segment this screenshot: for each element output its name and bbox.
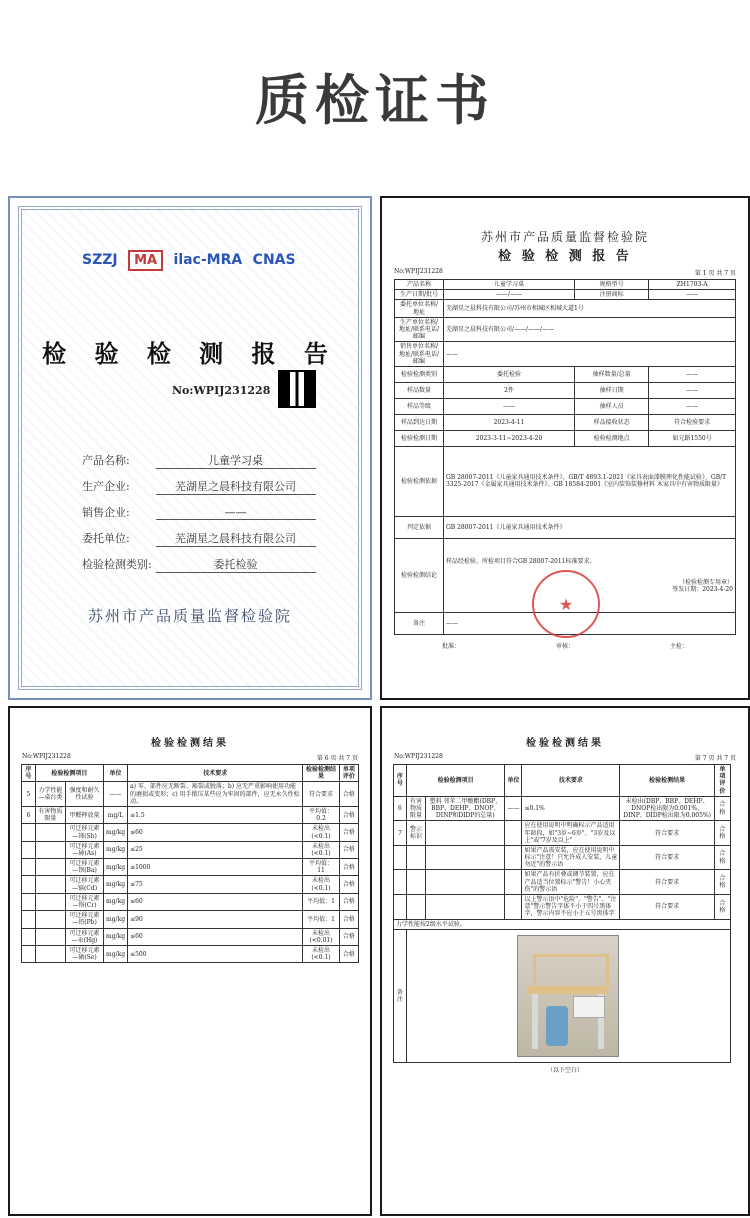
cell: 儿童学习桌: [443, 280, 574, 290]
cell-result: 符合要求: [620, 821, 714, 846]
cell: ——: [649, 382, 736, 398]
cell: ——: [443, 612, 735, 634]
cell-result: 平均值：11: [303, 859, 339, 876]
cell-item: [406, 870, 426, 895]
cell-item: [35, 876, 65, 893]
cell: 抽样日期: [575, 382, 649, 398]
cell-eval: 合格: [714, 845, 730, 870]
cell-req: 如果产品有折叠或调节装置，应在产品适当位置标示"警告！小心夹伤"的警示语: [522, 870, 620, 895]
cell-req: ≤25: [128, 841, 303, 858]
cell-unit: [505, 845, 522, 870]
cell-sub: 可迁移元素—铅(Pb): [66, 911, 104, 928]
cell-eval: 合格: [714, 895, 730, 920]
photo-cell: [406, 929, 730, 1062]
cell-no: [394, 895, 407, 920]
cell: 检验检测地点: [575, 430, 649, 446]
col-header: 序号: [394, 765, 407, 797]
table-row: [394, 929, 731, 1062]
cover-institute: 苏州市产品质量监督检验院: [87, 607, 292, 625]
cell: 注册商标: [575, 290, 649, 300]
cell-result: 符合要求: [620, 870, 714, 895]
certification-logos: [82, 250, 302, 271]
cell-req: ≤0.1%: [522, 796, 620, 821]
cell-no: [22, 859, 36, 876]
cell-eval: 合格: [714, 870, 730, 895]
cell-unit: ——: [505, 796, 522, 821]
field-value: ——: [156, 506, 316, 520]
cell: 规格型号: [575, 280, 649, 290]
cell: 检验检测依据: [395, 446, 444, 516]
field-product: [82, 452, 316, 469]
cell: 检验检测日期: [395, 430, 444, 446]
field-label: 产品名称:: [82, 454, 130, 467]
cell: 产品名称: [395, 280, 444, 290]
results-body: [22, 782, 359, 963]
table-row: [22, 911, 359, 928]
col-header: 检验检测结果: [303, 765, 339, 782]
cell-sub: 可迁移元素—砷(As): [66, 841, 104, 858]
col-header: 序号: [22, 765, 36, 782]
cell-sub: 可迁移元素—锑(Sb): [66, 824, 104, 841]
desk-shelf-shape: [533, 954, 609, 990]
cell-sub: 强度和耐久性试验: [66, 782, 104, 807]
field-value: 委托检验: [156, 556, 316, 573]
cell-req: ≤1000: [128, 859, 303, 876]
cell-result: 符合要求: [620, 895, 714, 920]
table-row: [22, 893, 359, 910]
table-row: [395, 430, 736, 446]
results-meta: [394, 753, 736, 762]
results-title: 检验检测结果: [151, 738, 229, 749]
cell-req: ≤1.5: [128, 806, 303, 823]
cell-unit: mg/kg: [104, 841, 128, 858]
cell: ——: [649, 398, 736, 414]
cell: 2023-4-11: [443, 414, 574, 430]
szzj-logo: SZZJ: [82, 252, 118, 268]
table-row: [22, 806, 359, 823]
results-page-no: 第 6 页 共 7 页: [316, 755, 358, 762]
cell-item: [35, 824, 65, 841]
cell-unit: mg/kg: [104, 859, 128, 876]
cell-item: [35, 928, 65, 945]
table-row: [22, 876, 359, 893]
table-row: [22, 859, 359, 876]
note-cell: 力学性能按2级水平试验。: [394, 919, 731, 929]
cell: ——: [443, 398, 574, 414]
cell: 2023-3-11~2023-4-20: [443, 430, 574, 446]
cell: ——: [649, 366, 736, 382]
cell-eval: 合格: [339, 893, 358, 910]
results-table: [393, 764, 731, 1063]
cell-result: 未检出(DBP、BBP、DEHP、DNOP检出限为0.001%，DINP、DIDP检出限为0.005%): [620, 796, 714, 821]
table-row: [394, 821, 731, 846]
results-title: 检验检测结果: [526, 738, 604, 749]
report-cover: [8, 196, 372, 700]
cell-no: [22, 876, 36, 893]
cell-sub: [426, 895, 505, 920]
report-no: No:WPIJ231228: [394, 268, 443, 275]
cell-no: 7: [394, 821, 407, 846]
table-row: [395, 280, 736, 290]
results-no: No:WPIJ231228: [22, 753, 71, 760]
desk-drawer-shape: [573, 996, 605, 1018]
cell-eval: 合格: [339, 876, 358, 893]
field-label: 销售企业:: [82, 506, 130, 519]
col-header: 单位: [104, 765, 128, 782]
cell-sub: 塑料 邻苯二甲酸酯(DBP、BBP、DEHP、DNOP、DINP和DIDP的总量): [426, 796, 505, 821]
cell-no: [394, 870, 407, 895]
col-header: 检验检测项目: [35, 765, 103, 782]
ilac-logo: ilac-MRA: [173, 252, 243, 268]
cell-eval: 合格: [339, 806, 358, 823]
cell: 样品接收状态: [575, 414, 649, 430]
cell-unit: mg/kg: [104, 911, 128, 928]
cell-sub: [426, 821, 505, 846]
cell: 芜湖星之晨科技有限公司/——/——/——: [443, 317, 735, 342]
cell-sub: 可迁移元素—镉(Cd): [66, 876, 104, 893]
table-row: [22, 824, 359, 841]
cnas-logo: CNAS: [252, 252, 296, 268]
cell-item: [35, 911, 65, 928]
cell: 样品到达日期: [395, 414, 444, 430]
cell: 委托单位名称/地址: [395, 300, 444, 317]
cell-result: 平均值：1: [303, 911, 339, 928]
cell: 销售单位名称/地址/联系电话/邮编: [395, 342, 444, 367]
cell-item: [406, 895, 426, 920]
approve-label: 批准：: [441, 642, 460, 650]
cell: ZH1703-A: [649, 280, 736, 290]
cell-item: [35, 841, 65, 858]
results-body: [394, 796, 731, 919]
cma-logo: MA: [128, 250, 163, 271]
cell: 检验检测类别: [395, 366, 444, 382]
cell-result: 未检出(<0.1): [303, 841, 339, 858]
field-category: [82, 556, 316, 573]
cell-eval: 合格: [339, 859, 358, 876]
field-seller: [82, 504, 316, 520]
cell-req: ≤90: [128, 911, 303, 928]
cell-sub: [426, 845, 505, 870]
cell-no: [22, 911, 36, 928]
cell-no: [22, 893, 36, 910]
cell-eval: 合格: [714, 821, 730, 846]
field-label: 检验检测类别:: [82, 558, 152, 571]
cell: 抽样人员: [575, 398, 649, 414]
signature-row: [394, 641, 736, 650]
cell-unit: mg/L: [104, 806, 128, 823]
issue-date-label: 签发日期：: [672, 585, 703, 593]
cell: 如元路1550号: [649, 430, 736, 446]
cell-req: 以上警示语中"危险"、"警告"、"注意"警示警告字体不小于四号黑体字，警示内容不应小于五号黑体字: [522, 895, 620, 920]
cell-result: 未检出(<0.01): [303, 928, 339, 945]
page-title: 质检证书: [255, 69, 495, 132]
table-row: [394, 895, 731, 920]
field-value: 儿童学习桌: [156, 452, 316, 469]
cell-sub: 可迁移元素—钡(Ba): [66, 859, 104, 876]
report-page-no: 第 1 页 共 7 页: [694, 270, 736, 277]
end-note: （以下空白）: [546, 1066, 583, 1074]
cell: 芜湖星之晨科技有限公司/苏州市相城区相城大道1号: [443, 300, 735, 317]
cell-req: 应在使用说明中明确标示产品适用年龄段，如"3岁~6岁"、"3岁及以上"或"7岁及以上": [522, 821, 620, 846]
product-photo: [517, 935, 619, 1057]
cell-eval: 合格: [714, 796, 730, 821]
results-table: [21, 764, 359, 963]
cell-unit: mg/kg: [104, 824, 128, 841]
cell-result: 平均值：0.2: [303, 806, 339, 823]
cell-eval: 合格: [339, 911, 358, 928]
cell-no: [22, 945, 36, 962]
cell: 样品数量: [395, 382, 444, 398]
remark-label-cell: 备注: [394, 929, 407, 1062]
desk-leg-shape: [532, 994, 538, 1049]
col-header: 单项评价: [714, 765, 730, 797]
cell-no: 6: [22, 806, 36, 823]
cover-frame: [18, 206, 362, 690]
table-row: [395, 446, 736, 516]
cell: ——/——: [443, 290, 574, 300]
cell-item: 力学性能—桌台类: [35, 782, 65, 807]
col-header: 单位: [505, 765, 522, 797]
seal-note: （检验检测专用章）: [678, 578, 733, 586]
cell-req: ≤75: [128, 876, 303, 893]
report-title: 检 验 检 测 报 告: [498, 249, 632, 264]
table-row: [22, 841, 359, 858]
table-row: [394, 870, 731, 895]
field-client: [82, 530, 316, 547]
cell: 样品等级: [395, 398, 444, 414]
cell-unit: mg/kg: [104, 928, 128, 945]
seal-star-icon: ★: [558, 594, 574, 614]
cell-no: [22, 824, 36, 841]
table-row: [395, 342, 736, 367]
cell-eval: 合格: [339, 824, 358, 841]
table-row: [395, 317, 736, 342]
cell-sub: 可迁移元素—硒(Se): [66, 945, 104, 962]
cell: ——: [443, 342, 735, 367]
qr-code: [278, 370, 316, 408]
field-value: 芜湖星之晨科技有限公司: [156, 478, 316, 495]
cell-unit: ——: [104, 782, 128, 807]
cell-req: a) 零、部件应无断裂、豁裂或脱落；b) 应无严重影响使用功能的磨损或变形；c) 用手揿压某些应为牢固的部件，应无永久性松动。: [128, 782, 303, 807]
table-row: [395, 382, 736, 398]
table-row: [22, 782, 359, 807]
cell-eval: 合格: [339, 841, 358, 858]
cell-req: ≤60: [128, 824, 303, 841]
cell: 检验检测结论: [395, 538, 444, 612]
chair-shape: [546, 1006, 568, 1046]
field-value: 芜湖星之晨科技有限公司: [156, 530, 316, 547]
cell-unit: [505, 895, 522, 920]
col-header: 技术要求: [128, 765, 303, 782]
table-row: [395, 366, 736, 382]
main-test-label: 主检：: [669, 642, 688, 650]
cell: 生产日期/批号: [395, 290, 444, 300]
results-page-6: [8, 706, 372, 1216]
cell-unit: mg/kg: [104, 893, 128, 910]
issue-date-value: 2023-4-20: [702, 585, 733, 593]
cell-item: [35, 945, 65, 962]
table-row: [395, 290, 736, 300]
report-number: No:WPIJ231228: [172, 384, 271, 397]
cell-no: 6: [394, 796, 407, 821]
cell: 委托检验: [443, 366, 574, 382]
results-no: No:WPIJ231228: [394, 753, 443, 760]
cover-title: 检 验 检 测 报 告: [42, 339, 338, 368]
review-label: 审核：: [555, 642, 574, 650]
table-header-row: [394, 765, 731, 797]
cell-item: 有害物质限量: [35, 806, 65, 823]
cell: 备注: [395, 612, 444, 634]
cell-sub: 甲醛释放量: [66, 806, 104, 823]
cell-item: 警示标识: [406, 821, 426, 846]
cell-sub: [426, 870, 505, 895]
cell-no: [22, 841, 36, 858]
cell-req: ≤500: [128, 945, 303, 962]
cell-result: 未检出(<0.1): [303, 876, 339, 893]
table-header-row: [22, 765, 359, 782]
col-header: 检验检测项目: [406, 765, 505, 797]
table-row: [395, 398, 736, 414]
cell-sub: 可迁移元素—铬(Cr): [66, 893, 104, 910]
cell: 判定依据: [395, 516, 444, 538]
table-row: [22, 945, 359, 962]
cell-item: [35, 859, 65, 876]
cell: 符合检验要求: [649, 414, 736, 430]
cell-unit: mg/kg: [104, 945, 128, 962]
table-row: [394, 919, 731, 929]
results-page-7: [380, 706, 750, 1216]
field-manufacturer: [82, 478, 316, 495]
results-meta: [22, 753, 358, 762]
cell-eval: 合格: [339, 945, 358, 962]
cell-eval: 合格: [339, 782, 358, 807]
table-row: [22, 928, 359, 945]
field-label: 委托单位:: [82, 532, 130, 545]
cell: GB 28007-2011《儿童家具通用技术条件》: [443, 516, 735, 538]
table-row: [394, 845, 731, 870]
report-institute: 苏州市产品质量监督检验院: [480, 230, 649, 244]
cell-no: [22, 928, 36, 945]
cell-result: 未检出(<0.1): [303, 945, 339, 962]
table-row: [395, 516, 736, 538]
cell-item: [406, 845, 426, 870]
cell-req: 如果产品需安装，应在使用说明中标示"注意！只允许成人安装，儿童勿近"的警示语: [522, 845, 620, 870]
col-header: 技术要求: [522, 765, 620, 797]
table-row: [394, 796, 731, 821]
cell-result: 未检出(<0.1): [303, 824, 339, 841]
col-header: 单项评价: [339, 765, 358, 782]
conclusion-text: 样品经检验，所检项目符合GB 28007-2011标准要求。: [445, 557, 596, 565]
cell-eval: 合格: [339, 928, 358, 945]
col-header: 检验检测结果: [620, 765, 714, 797]
cell-result: 符合要求: [620, 845, 714, 870]
cell-req: ≤60: [128, 928, 303, 945]
cell-item: [35, 893, 65, 910]
report-meta: [394, 268, 736, 277]
cell-result: 符合要求: [303, 782, 339, 807]
cell: 抽样数量/总量: [575, 366, 649, 382]
cell-result: 平均值：1: [303, 893, 339, 910]
cell-no: 5: [22, 782, 36, 807]
cell-unit: [505, 821, 522, 846]
cell-req: ≤60: [128, 893, 303, 910]
table-row: [395, 414, 736, 430]
cell-sub: 可迁移元素—汞(Hg): [66, 928, 104, 945]
report-page-1: [380, 196, 750, 700]
cell-unit: [505, 870, 522, 895]
cell: ——: [649, 290, 736, 300]
cell-unit: mg/kg: [104, 876, 128, 893]
inspection-seal: [532, 570, 600, 638]
table-row: [395, 300, 736, 317]
field-label: 生产企业:: [82, 480, 130, 493]
results-page-no: 第 7 页 共 7 页: [694, 755, 736, 762]
cell: 生产单位名称/地址/联系电话/邮编: [395, 317, 444, 342]
cell-item: 有害物质限量: [406, 796, 426, 821]
desk-top-shape: [528, 986, 608, 994]
cell: 2件: [443, 382, 574, 398]
cell: GB 28007-2011《儿童家具通用技术条件》、GB/T 4893.1-2021《家具表面漆膜理化性能试验》、GB/T 3325-2017《金属家具通用技术条件》、GB 18584-2001《室内装饰装修材料 木家具中有害物质限量》: [443, 446, 735, 516]
cell-no: [394, 845, 407, 870]
